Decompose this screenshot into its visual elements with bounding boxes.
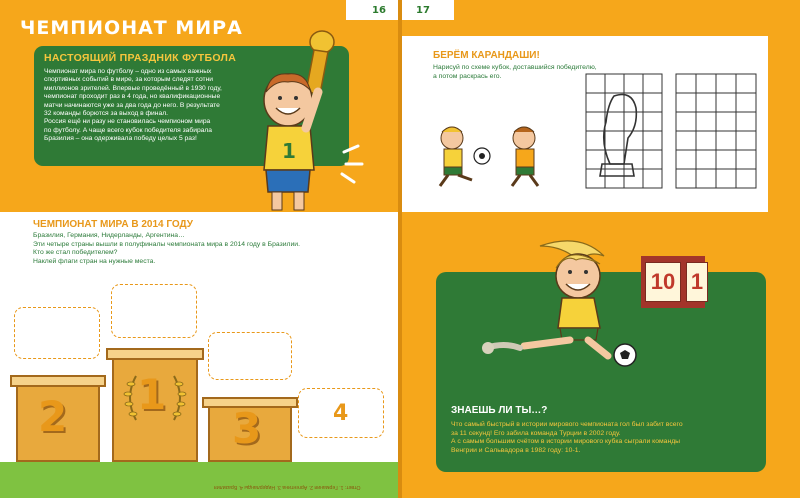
podium-number-first: 1 xyxy=(137,370,167,419)
drawing-task-line: а потом раскрась его. xyxy=(433,72,502,80)
did-you-know-line: А с самым большим счётом в истории мирового кубка сыграли команды xyxy=(451,438,681,446)
flags-task-line: Наклей флаги стран на нужные места. xyxy=(33,257,156,265)
scoreboard-left-score: 10 xyxy=(645,262,681,302)
page-title: ЧЕМПИОНАТ МИРА xyxy=(20,17,243,39)
flags-task-heading: ЧЕМПИОНАТ МИРА В 2014 ГОДУ xyxy=(33,219,193,230)
flag-slot-second[interactable] xyxy=(14,307,100,359)
intro-line: чемпионат проходит раз в 4 года, но квалификационные xyxy=(44,93,221,101)
intro-text xyxy=(44,68,272,144)
flags-task-line: Бразилия, Германия, Нидерланды, Аргентина… xyxy=(33,232,185,239)
did-you-know-line: за 11 секунд! Его забила команда Турции в 2002 году. xyxy=(451,429,621,437)
page-number-left: 16 xyxy=(372,5,386,16)
did-you-know-line: Что самый быстрый в истории мирового чемпионата гол был забит всего xyxy=(451,421,683,428)
podium-number-fourth: 4 xyxy=(333,401,349,426)
did-you-know-heading: ЗНАЕШЬ ЛИ ТЫ…? xyxy=(451,405,548,416)
trophy-sketch-grid xyxy=(584,72,664,190)
page-number-right: 17 xyxy=(416,5,430,16)
answer-footnote: Ответ: 1. Германия 2. Аргентина 3. Нидерланды 4. Бразилия xyxy=(214,484,361,490)
boy-with-trophy-illustration xyxy=(248,22,368,214)
intro-line: матчи начинаются уже за два года до него. В результате xyxy=(44,101,220,109)
did-you-know-text xyxy=(451,421,709,455)
drawing-task-heading: БЕРЁМ КАРАНДАШИ! xyxy=(433,50,540,61)
flag-slot-first[interactable] xyxy=(111,284,197,338)
intro-line: миллионов зрителей. Впервые проведённый в 1930 году, xyxy=(44,84,222,92)
empty-drawing-grid xyxy=(674,72,758,190)
flag-slot-third[interactable] xyxy=(208,332,292,380)
intro-line: Россия ещё ни разу не становилась чемпионом мира xyxy=(44,118,211,126)
football-icon xyxy=(612,342,638,368)
intro-line: Чемпионат мира по футболу – одно из самых важных xyxy=(44,68,212,75)
intro-heading: НАСТОЯЩИЙ ПРАЗДНИК ФУТБОЛА xyxy=(44,52,237,64)
podium-number-third: 3 xyxy=(232,404,262,453)
kids-playing-football-illustration xyxy=(432,118,556,192)
intro-line: 32 команды борются за выход в финал. xyxy=(44,110,168,118)
flags-task-line: Эти четыре страны вышли в полуфиналы чемпионата мира в 2014 году в Бразилии. xyxy=(33,240,300,248)
grass-strip xyxy=(0,462,398,498)
intro-line: Бразилия – она одерживала победу целых 5 раз! xyxy=(44,135,197,143)
intro-line: по футболу. А чаще всего кубок победителя забирала xyxy=(44,126,212,134)
drawing-task-line: Нарисуй по схеме кубок, доставшийся победителю, xyxy=(433,64,597,71)
scoreboard-right-score: 1 xyxy=(686,262,708,302)
podium-number-second: 2 xyxy=(38,392,68,441)
svg-text:1: 1 xyxy=(282,139,296,163)
intro-line: спортивных событий в мире, за которым следят сотни xyxy=(44,76,214,84)
flags-task-text xyxy=(33,232,373,266)
flags-task-line: Кто же стал победителем? xyxy=(33,249,118,257)
did-you-know-line: Венгрии и Сальвадора в 1982 году: 10-1. xyxy=(451,446,581,454)
